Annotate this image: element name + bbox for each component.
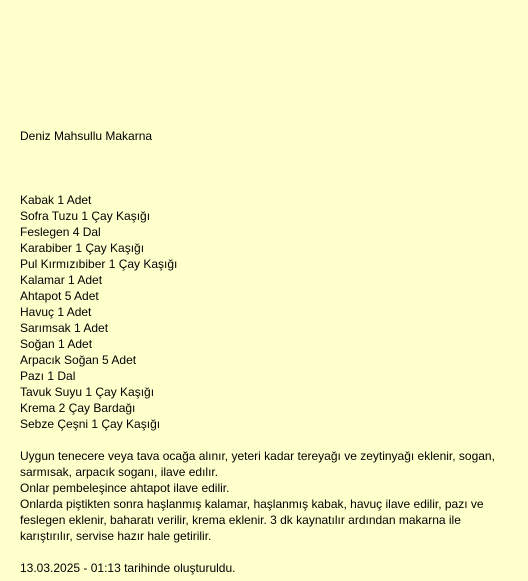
recipe-title: Deniz Mahsullu Makarna xyxy=(20,129,153,143)
ingredient-item: Soğan 1 Adet xyxy=(20,337,93,351)
ingredient-item: Karabiber 1 Çay Kaşığı xyxy=(20,241,145,255)
ingredient-item: Kabak 1 Adet xyxy=(20,193,92,207)
ingredient-item: Krema 2 Çay Bardağı xyxy=(20,401,136,415)
ingredient-item: Havuç 1 Adet xyxy=(20,305,92,319)
ingredient-item: Ahtapot 5 Adet xyxy=(20,289,99,303)
instruction-paragraph: Uygun tenecere veya tava ocağa alınır, yeteri kadar tereyağı ve zeytinyağı eklenir, sogan, sarmısak, arpacık soganı, ilave edılır. xyxy=(20,449,495,479)
instruction-paragraph: Onlar pembeleşince ahtapot ilave edilir. xyxy=(20,481,230,495)
ingredient-item: Sofra Tuzu 1 Çay Kaşığı xyxy=(20,209,151,223)
ingredient-item: Sarımsak 1 Adet xyxy=(20,321,109,335)
ingredient-item: Kalamar 1 Adet xyxy=(20,273,103,287)
created-timestamp: 13.03.2025 - 01:13 tarihinde oluşturuldu. xyxy=(20,561,236,575)
instruction-paragraph: Onlarda piştikten sonra haşlanmış kalamar, haşlanmış kabak, havuç ilave edilir, pazı ve feslegen eklenir, baharatı verilir, krema eklenir. 3 dk kaynatılır ardından makarna ile karıştırılır, servise hazır hale getirilir. xyxy=(20,497,484,543)
ingredient-item: Pul Kırmızıbiber 1 Çay Kaşığı xyxy=(20,257,178,271)
ingredient-item: Arpacık Soğan 5 Adet xyxy=(20,353,137,367)
recipe-instructions xyxy=(20,448,500,544)
ingredient-item: Pazı 1 Dal xyxy=(20,369,76,383)
ingredient-item: Feslegen 4 Dal xyxy=(20,225,101,239)
ingredient-item: Tavuk Suyu 1 Çay Kaşığı xyxy=(20,385,155,399)
ingredient-list xyxy=(20,192,177,432)
ingredient-item: Sebze Çeşni 1 Çay Kaşığı xyxy=(20,417,161,431)
